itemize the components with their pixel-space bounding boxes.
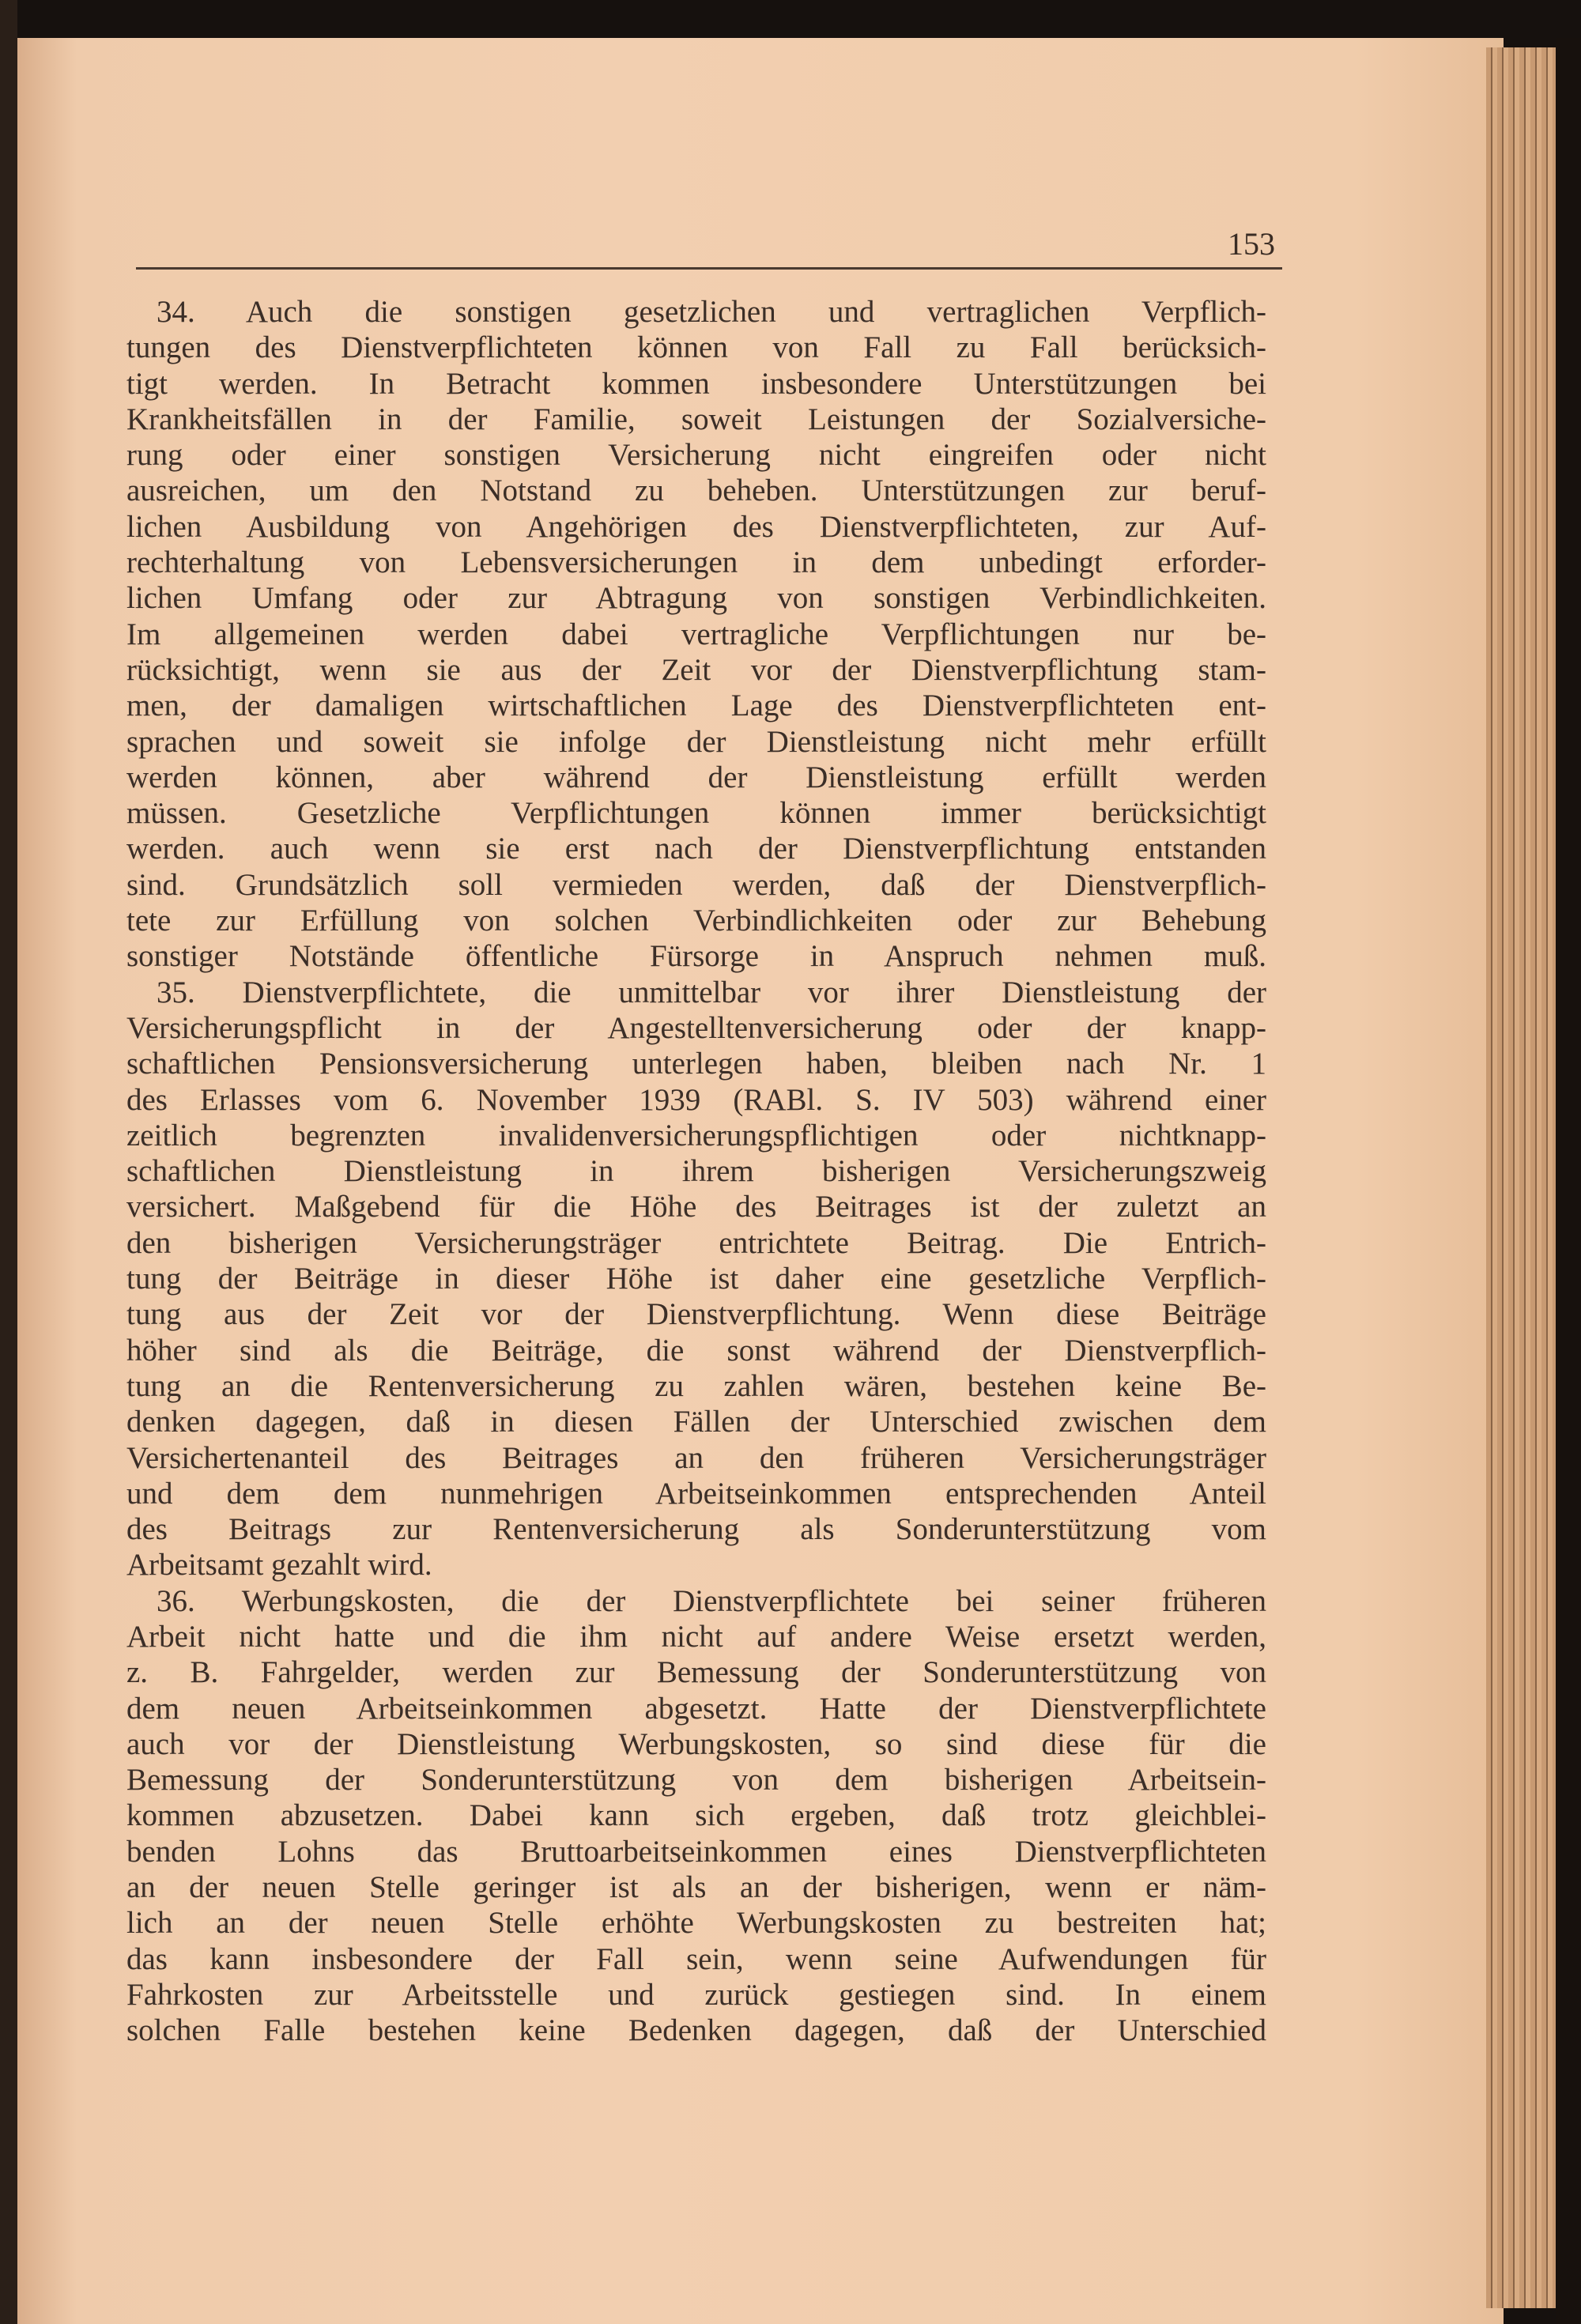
scan-right-border (1556, 38, 1581, 2324)
text-line-content: tungen des Dienstverpflichteten können von Fall zu Fall berücksich- (126, 330, 1266, 365)
text-line-content: Versichertenanteil des Beitrages an den früheren Versicherungsträger (126, 1440, 1266, 1475)
text-line (126, 1762, 1266, 1798)
text-line-content: müssen. Gesetzliche Verpflichtungen können immer berücksichtigt (126, 796, 1266, 831)
text-line-content: tung an die Rentenversicherung zu zahlen wären, bestehen keine Be- (126, 1368, 1266, 1403)
text-line (126, 1511, 1266, 1547)
text-line (126, 1010, 1266, 1046)
text-line (126, 1404, 1266, 1439)
text-line-content: tete zur Erfüllung von solchen Verbindlichkeiten oder zur Behebung (126, 904, 1266, 938)
text-line-content: höher sind als die Beiträge, die sonst während der Dienstverpflich- (126, 1333, 1266, 1368)
text-line-content: rücksichtigt, wenn sie aus der Zeit vor der Dienstverpflichtung stam- (126, 652, 1266, 687)
text-line (126, 509, 1266, 545)
text-line (126, 366, 1266, 402)
text-line-content: tigt werden. In Betracht kommen insbesondere Unterstützungen bei (126, 366, 1266, 401)
text-line (126, 1619, 1266, 1654)
text-line (126, 330, 1266, 365)
text-line (126, 831, 1266, 866)
book-page-edges (1486, 47, 1565, 2308)
text-line (126, 724, 1266, 760)
text-line-content: des Beitrags zur Rentenversicherung als Sonderunterstützung vom (126, 1512, 1266, 1547)
text-line (126, 1834, 1266, 1869)
text-line-content: z. B. Fahrgelder, werden zur Bemessung der Sonderunterstützung von (126, 1655, 1266, 1690)
text-line-content: auch vor der Dienstleistung Werbungskosten, so sind diese für die (126, 1726, 1266, 1761)
text-line-content: Arbeit nicht hatte und die ihm nicht auf andere Weise ersetzt werden, (126, 1619, 1266, 1654)
text-line-content: Im allgemeinen werden dabei vertragliche Verpflichtungen nur be- (126, 617, 1266, 651)
text-line (126, 437, 1266, 473)
text-line (126, 1547, 1266, 1583)
text-line (126, 1654, 1266, 1690)
text-line-content: 34. Auch die sonstigen gesetzlichen und vertraglichen Verpflich- (157, 295, 1266, 329)
text-line-content: sprachen und soweit sie infolge der Dienstleistung nicht mehr erfüllt (126, 724, 1266, 759)
text-line (126, 1333, 1266, 1368)
text-line-content: und dem dem nunmehrigen Arbeitseinkommen entsprechenden Anteil (126, 1476, 1266, 1511)
text-line (126, 1153, 1266, 1189)
text-line (126, 1189, 1266, 1224)
paragraph-0-first-line (126, 294, 1266, 330)
text-line (126, 652, 1266, 688)
text-line-content: 35. Dienstverpflichtete, die unmittelbar vor ihrer Dienstleistung der (157, 975, 1266, 1009)
text-line (126, 1082, 1266, 1118)
paragraph-2-first-line (126, 1583, 1266, 1619)
text-line (126, 1261, 1266, 1296)
text-line-content: Bemessung der Sonderunterstützung von dem bisherigen Arbeitsein- (126, 1763, 1266, 1798)
text-line-content: lichen Ausbildung von Angehörigen des Dienstverpflichteten, zur Auf- (126, 509, 1266, 544)
text-line-content: Fahrkosten zur Arbeitsstelle und zurück gestiegen sind. In einem (126, 1977, 1266, 2012)
text-line-content: versichert. Maßgebend für die Höhe des Beitrages ist der zuletzt an (126, 1190, 1266, 1224)
text-line-content: rung oder einer sonstigen Versicherung nicht eingreifen oder nicht (126, 438, 1266, 473)
header-rule (136, 267, 1282, 270)
text-line-content: benden Lohns das Bruttoarbeitseinkommen eines Dienstverpflichteten (126, 1834, 1266, 1869)
text-line (126, 867, 1266, 903)
text-line-content: werden können, aber während der Dienstleistung erfüllt werden (126, 760, 1266, 794)
text-line-content: tung der Beiträge in dieser Höhe ist daher eine gesetzliche Verpflich- (126, 1262, 1266, 1296)
text-line-content: sonstiger Notstände öffentliche Fürsorge in Anspruch nehmen muß. (126, 939, 1266, 974)
text-line-content: werden. auch wenn sie erst nach der Dienstverpflichtung entstanden (126, 832, 1266, 866)
paragraph-1-first-line (126, 975, 1266, 1010)
text-line-content: Arbeitsamt gezahlt wird. (126, 1548, 432, 1583)
text-line-content: an der neuen Stelle geringer ist als an der bisherigen, wenn er näm- (126, 1870, 1266, 1905)
text-line-content: das kann insbesondere der Fall sein, wenn seine Aufwendungen für (126, 1941, 1266, 1976)
text-line (126, 1225, 1266, 1261)
text-line (126, 795, 1266, 831)
text-line-content: lich an der neuen Stelle erhöhte Werbungskosten zu bestreiten hat; (126, 1906, 1266, 1941)
text-line (126, 938, 1266, 974)
text-line (126, 903, 1266, 938)
text-line-content: men, der damaligen wirtschaftlichen Lage des Dienstverpflichteten ent- (126, 689, 1266, 723)
text-line (126, 1118, 1266, 1153)
text-line-content: lichen Umfang oder zur Abtragung von sonstigen Verbindlichkeiten. (126, 581, 1266, 616)
text-line-content: solchen Falle bestehen keine Bedenken dagegen, daß der Unterschied (126, 2013, 1266, 2048)
text-line-content: tung aus der Zeit vor der Dienstverpflichtung. Wenn diese Beiträge (126, 1297, 1266, 1332)
text-line (126, 1726, 1266, 1762)
text-line (126, 688, 1266, 723)
text-line (126, 1476, 1266, 1511)
text-line (126, 1977, 1266, 2013)
text-line (126, 617, 1266, 652)
text-line-content: den bisherigen Versicherungsträger entrichtete Beitrag. Die Entrich- (126, 1225, 1266, 1260)
text-line-content: zeitlich begrenzten invalidenversicherungspflichtigen oder nichtknapp- (126, 1118, 1266, 1153)
text-line (126, 1368, 1266, 1404)
text-line-content: des Erlasses vom 6. November 1939 (RABl. S. IV 503) während einer (126, 1082, 1266, 1117)
text-line-content: Versicherungspflicht in der Angestelltenversicherung oder der knapp- (126, 1010, 1266, 1045)
text-line (126, 580, 1266, 616)
text-line-content: Krankheitsfällen in der Familie, soweit Leistungen der Sozialversiche- (126, 402, 1266, 436)
text-line (126, 402, 1266, 437)
text-line (126, 1440, 1266, 1476)
text-line (126, 760, 1266, 795)
text-line (126, 1798, 1266, 1833)
text-line-content: kommen abzusetzen. Dabei kann sich ergeben, daß trotz gleichblei- (126, 1798, 1266, 1833)
text-line (126, 1905, 1266, 1941)
text-line (126, 545, 1266, 580)
body-text (126, 294, 1266, 2049)
text-line-content: denken dagegen, daß in diesen Fällen der Unterschied zwischen dem (126, 1405, 1266, 1439)
text-line-content: dem neuen Arbeitseinkommen abgesetzt. Hatte der Dienstverpflichtete (126, 1691, 1266, 1726)
text-line-content: 36. Werbungskosten, die der Dienstverpflichtete bei seiner früheren (157, 1583, 1266, 1618)
text-line-content: rechterhaltung von Lebensversicherungen in dem unbedingt erforder- (126, 545, 1266, 580)
text-line (126, 1941, 1266, 1977)
text-line (126, 1046, 1266, 1081)
text-line (126, 2013, 1266, 2048)
text-line-content: sind. Grundsätzlich soll vermieden werden, daß der Dienstverpflich- (126, 867, 1266, 902)
page-number: 153 (1228, 226, 1275, 262)
text-line (126, 473, 1266, 508)
text-line (126, 1869, 1266, 1905)
text-line (126, 1296, 1266, 1332)
text-line (126, 1691, 1266, 1726)
scan-left-border (0, 0, 17, 2324)
text-line-content: ausreichen, um den Notstand zu beheben. Unterstützungen zur beruf- (126, 473, 1266, 508)
text-line-content: schaftlichen Pensionsversicherung unterlegen haben, bleiben nach Nr. 1 (126, 1047, 1266, 1081)
text-line-content: schaftlichen Dienstleistung in ihrem bisherigen Versicherungszweig (126, 1154, 1266, 1189)
